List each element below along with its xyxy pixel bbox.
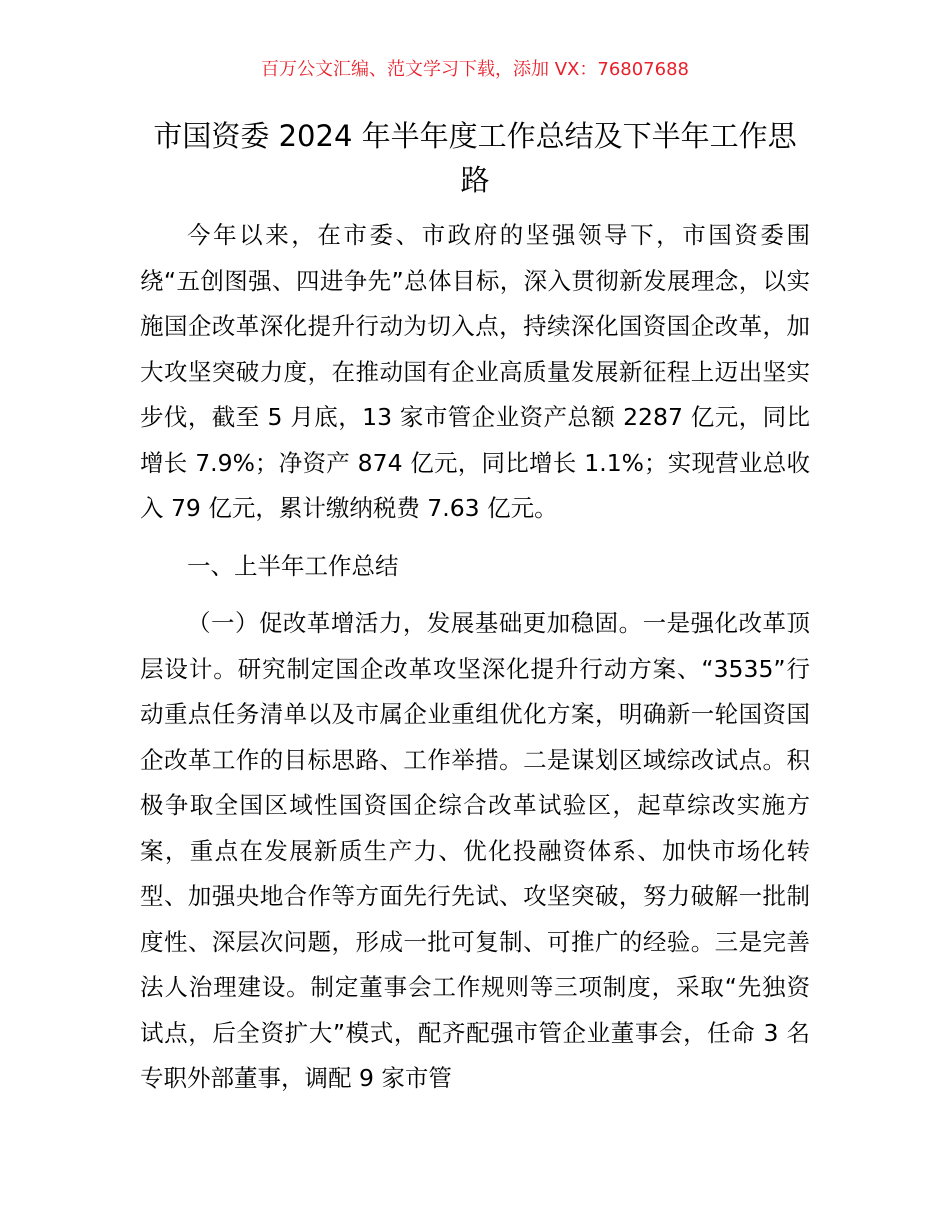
section-paragraph: （一）促改革增活力，发展基础更加稳固。一是强化改革顶层设计。研究制定国企改革攻坚深化提升行动方案、“3535”行动重点任务清单以及市属企业重组优化方案，明确新一轮国资国企改革工作的目标思路、工作举措。二是谋划区域综改试点。积极争取全国区域性国资国企综合改革试验区，起草综改实施方案，重点在发展新质生产力、优化投融资体系、加快市场化转型、加强央地合作等方面先行先试、攻坚突破，努力破解一批制度性、深层次问题，形成一批可复制、可推广的经验。三是完善法人治理建设。制定董事会工作规则等三项制度，采取“先独资试点，后全资扩大”模式，配齐配强市管企业董事会，任命 3 名专职外部董事，调配 9 家市管 [140, 609, 810, 1092]
document-body [140, 213, 810, 1102]
section-heading: 一、上半年工作总结 [187, 551, 399, 580]
watermark-header: 百万公文汇编、范文学习下载，添加 VX：76807688 [261, 59, 689, 80]
intro-paragraph: 今年以来，在市委、市政府的坚强领导下，市国资委围绕“五创图强、四进争先”总体目标，深入贯彻新发展理念，以实施国企改革深化提升行动为切入点，持续深化国资国企改革，加大攻坚突破力度，在推动国有企业高质量发展新征程上迈出坚实步伐，截至 5 月底，13 家市管企业资产总额 2287 亿元，同比增长 7.9%；净资产 874 亿元，同比增长 1.1%；实现营业总收入 79 亿元，累计缴纳税费 7.63 亿元。 [140, 221, 810, 522]
document-title: 市国资委 2024 年半年度工作总结及下半年工作思路 [153, 119, 797, 197]
